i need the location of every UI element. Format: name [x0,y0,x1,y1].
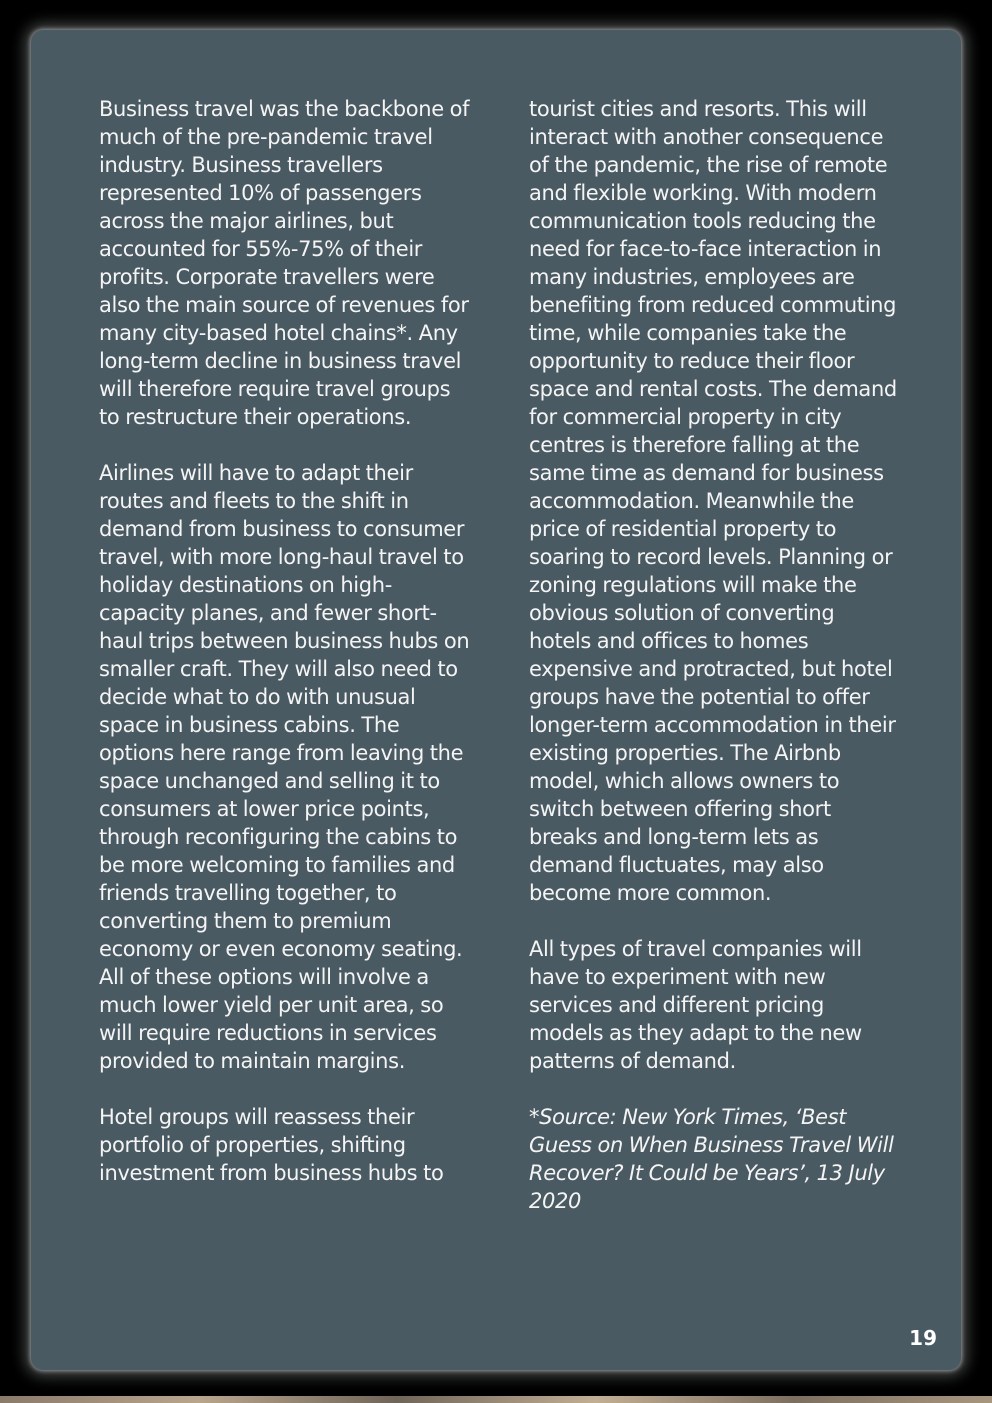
right-column [529,95,901,1243]
document-page [31,30,961,1370]
background-texture-strip [0,1396,992,1403]
paragraph-travel-companies: All types of travel companies will have to experiment with new services and different pricing models as they adapt to the new patterns of demand. [529,937,862,1073]
paragraph-hotel-groups: Hotel groups will reassess their portfolio of properties, shifting investment from business hubs to [99,1105,444,1185]
source-note: *Source: New York Times, ‘Best Guess on When Business Travel Will Recover? It Could be Years’, 13 July 2020 [529,1105,894,1213]
left-column [99,95,471,1215]
paragraph-airlines: Airlines will have to adapt their routes and fleets to the shift in demand from business to consumer travel, with more long-haul travel to holiday destinations on high-capacity planes, and fewer short-haul trips between business hubs on smaller craft. They will also need to decide what to do with unusual space in business cabins. The options here range from leaving the space unchanged and selling it to consumers at lower price points, through reconfiguring the cabins to be more welcoming to families and friends travelling together, to converting them to premium economy or even economy seating. All of these options will involve a much lower yield per unit area, so will require reductions in services provided to maintain margins. [99,461,470,1073]
paragraph-tourist-cities: tourist cities and resorts. This will interact with another consequence of the pandemic, the rise of remote and flexible working. With modern communication tools reducing the need for face-to-face interaction in many industries, employees are benefiting from reduced commuting time, while companies take the opportunity to reduce their floor space and rental costs. The demand for commercial property in city centres is therefore falling at the same time as demand for business accommodation. Meanwhile the price of residential property to soaring to record levels. Planning or zoning regulations will make the obvious solution of converting hotels and offices to homes expensive and protracted, but hotel groups have the potential to offer longer-term accommodation in their existing properties. The Airbnb model, which allows owners to switch between offering short breaks and long-term lets as demand fluctuates, may also become more common. [529,97,897,905]
paragraph-business-travel: Business travel was the backbone of much of the pre-pandemic travel industry. Business travellers represented 10% of passengers across the major airlines, but accounted for 55%-75% of their profits. Corporate travellers were also the main source of revenues for many city-based hotel chains*. Any long-term decline in business travel will therefore require travel groups to restructure their operations. [99,97,470,429]
page-number: 19 [909,1326,937,1350]
